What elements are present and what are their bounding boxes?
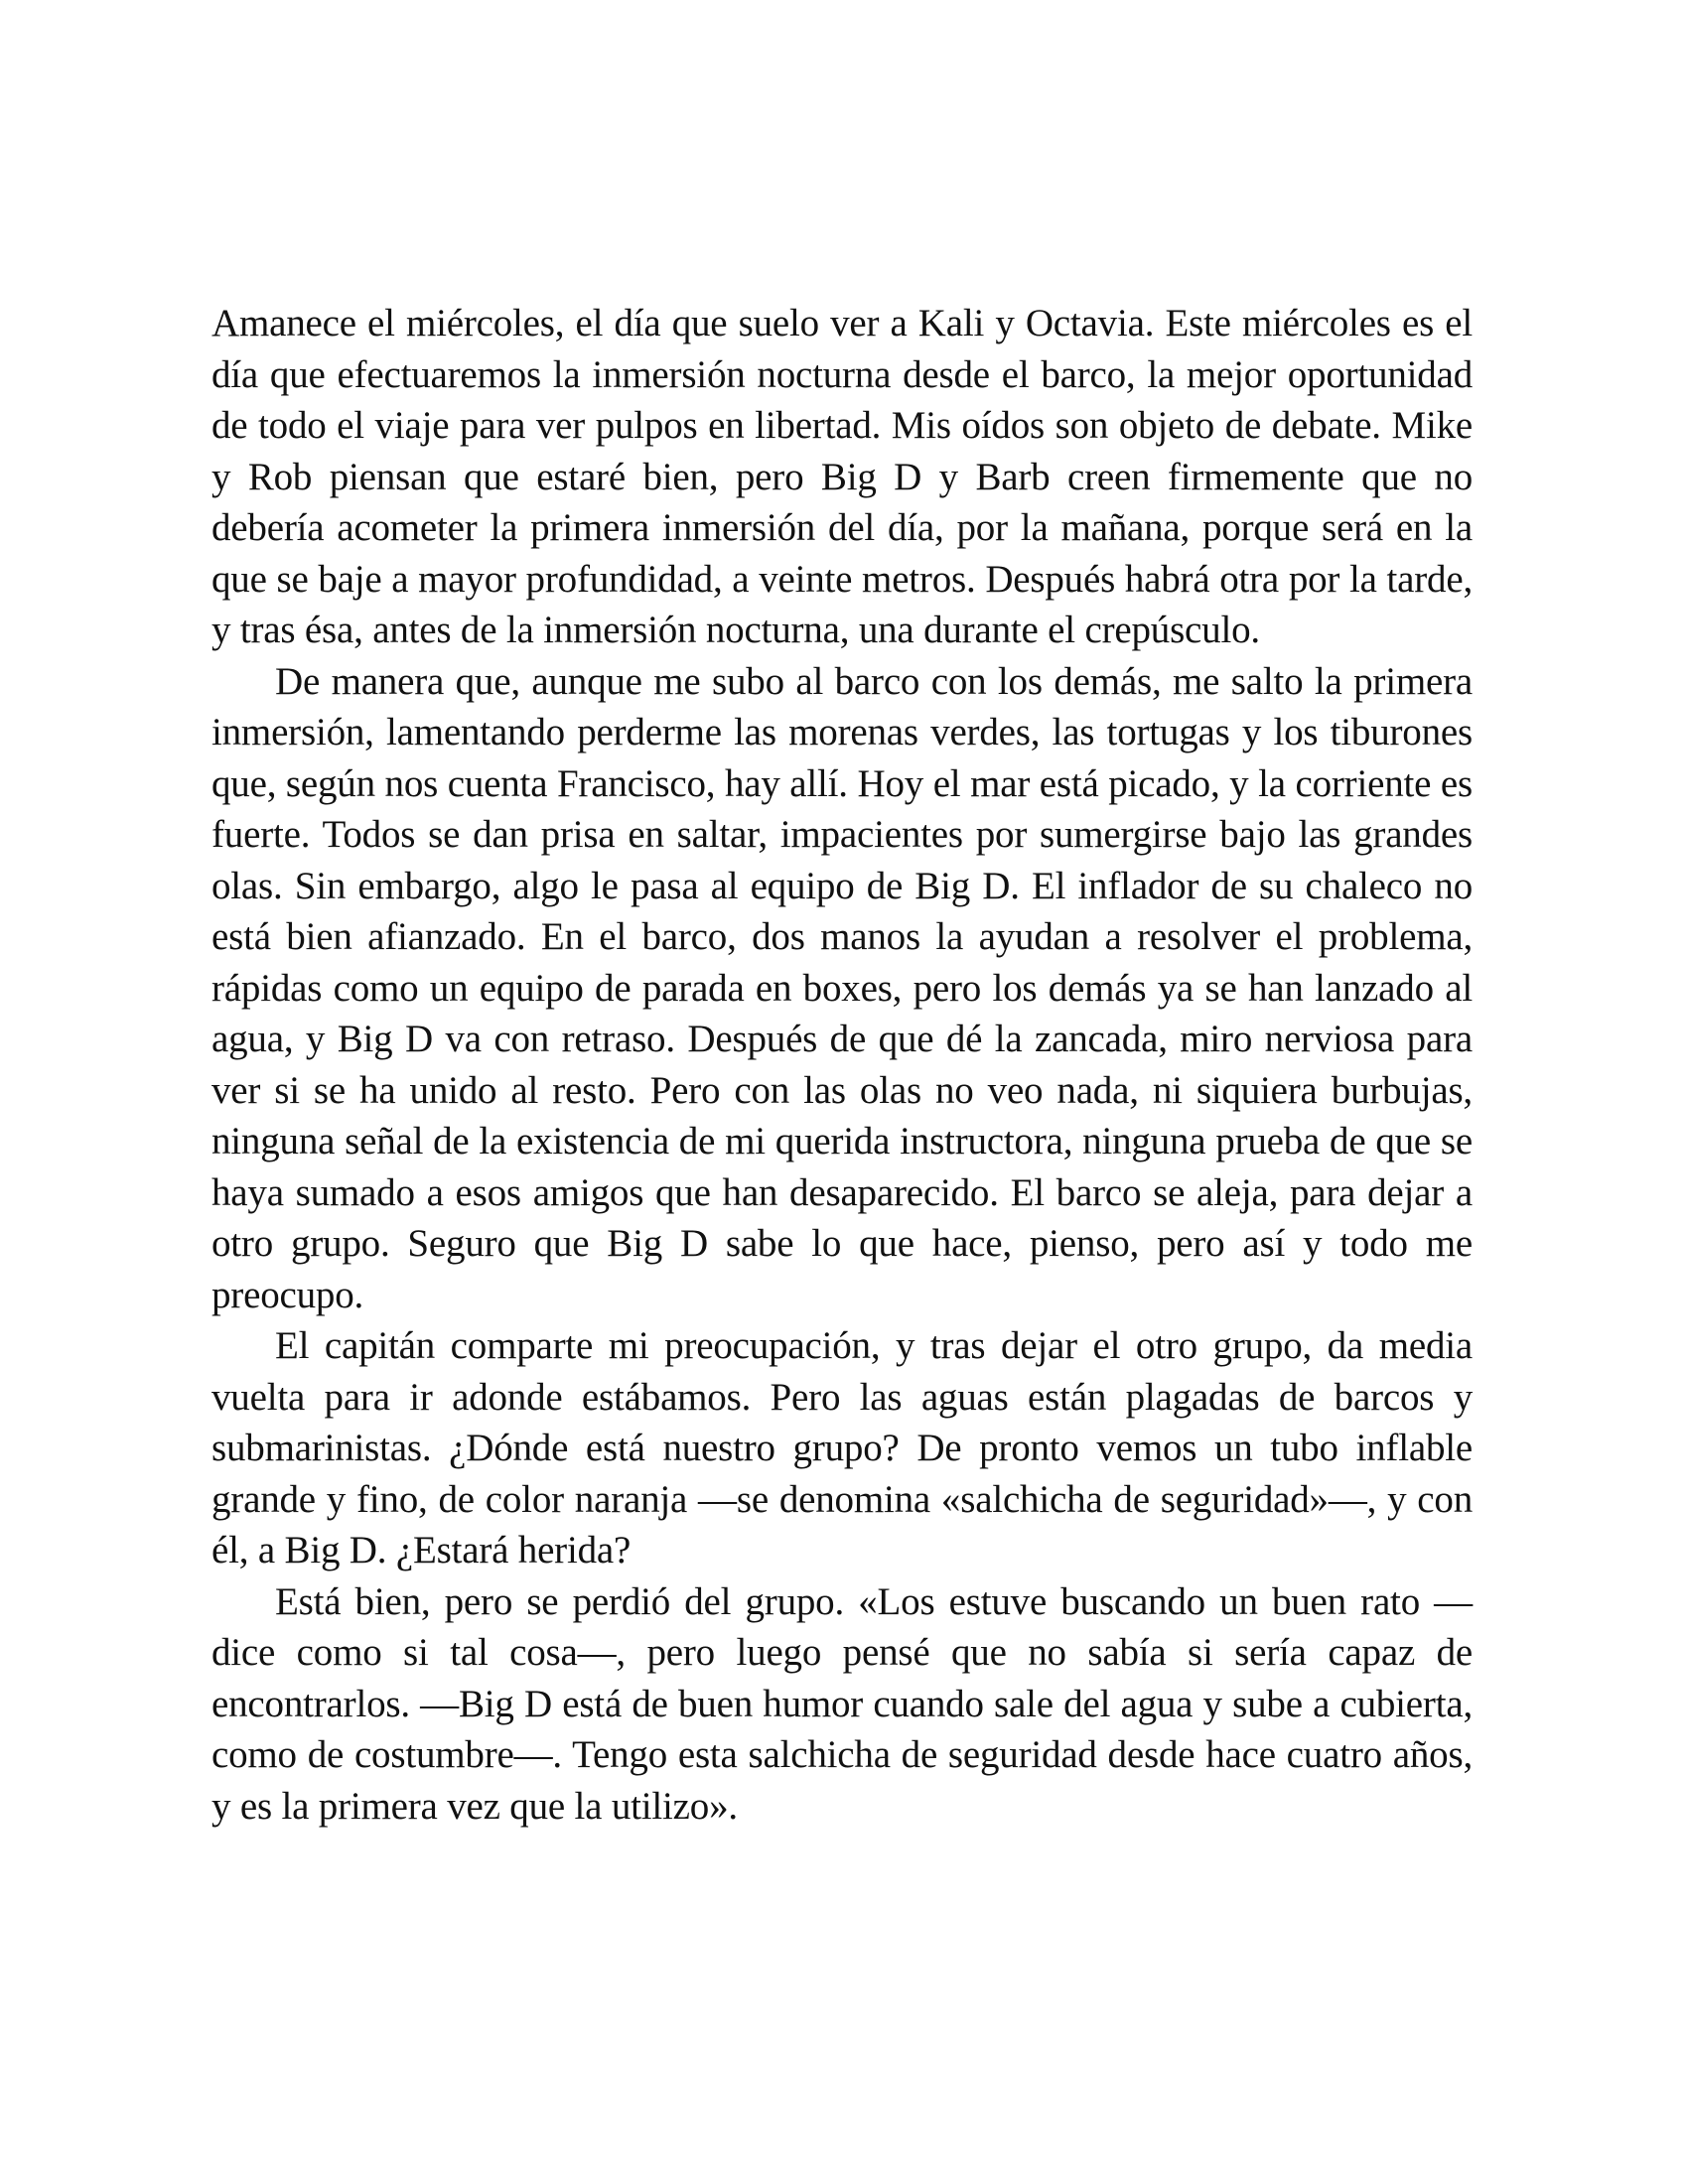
body-text [211, 298, 1473, 1832]
paragraph-2: De manera que, aunque me subo al barco con los demás, me salto la primera inmersión, lamentando perderme las morenas verdes, las tortugas y los tiburones que, según nos cuenta Francisco, hay allí. Hoy el mar está picado, y la corriente es fuerte. Todos se dan prisa en saltar, impacientes por sumergirse bajo las grandes olas. Sin embargo, algo le pasa al equipo de Big D. El inflador de su chaleco no está bien afianzado. En el barco, dos manos la ayudan a resolver el problema, rápidas como un equipo de parada en boxes, pero los demás ya se han lanzado al agua, y Big D va con retraso. Después de que dé la zancada, miro nerviosa para ver si se ha unido al resto. Pero con las olas no veo nada, ni siquiera burbujas, ninguna señal de la existencia de mi querida instructora, ninguna prueba de que se haya sumado a esos amigos que han desaparecido. El barco se aleja, para dejar a otro grupo. Seguro que Big D sabe lo que hace, pienso, pero así y todo me preocupo. [211, 659, 1473, 1316]
paragraph-1: Amanece el miércoles, el día que suelo ver a Kali y Octavia. Este miércoles es el día que efectuaremos la inmersión nocturna desde el barco, la mejor oportunidad de todo el viaje para ver pulpos en libertad. Mis oídos son objeto de debate. Mike y Rob piensan que estaré bien, pero Big D y Barb creen firmemente que no debería acometer la primera inmersión del día, por la mañana, porque será en la que se baje a mayor profundidad, a veinte metros. Después habrá otra por la tarde, y tras ésa, antes de la inmersión nocturna, una durante el crepúsculo. [211, 302, 1473, 651]
paragraph-4: Está bien, pero se perdió del grupo. «Los estuve buscando un buen rato —dice como si tal cosa—, pero luego pensé que no sabía si sería capaz de encontrarlos. —Big D está de buen humor cuando sale del agua y sube a cubierta, como de costumbre—. Tengo esta salchicha de seguridad desde hace cuatro años, y es la primera vez que la utilizo». [211, 1579, 1473, 1828]
paragraph-3: El capitán comparte mi preocupación, y tras dejar el otro grupo, da media vuelta para ir adonde estábamos. Pero las aguas están plagadas de barcos y submarinistas. ¿Dónde está nuestro grupo? De pronto vemos un tubo inflable grande y fino, de color naranja —se denomina «salchicha de seguridad»—, y con él, a Big D. ¿Estará herida? [211, 1324, 1473, 1571]
